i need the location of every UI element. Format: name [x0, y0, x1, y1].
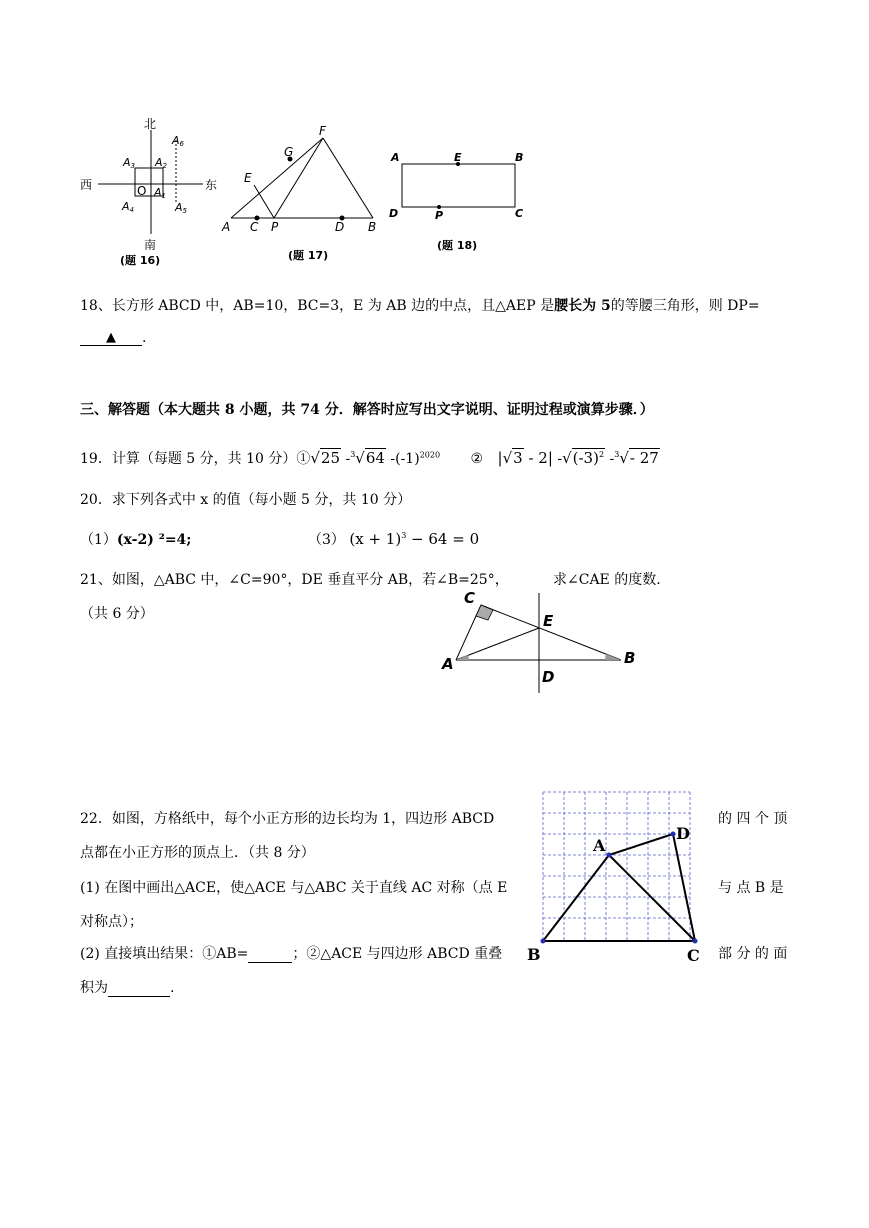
north-label: 北 [144, 117, 157, 131]
right-angle-mark [476, 605, 493, 620]
quadrilateral-abcd [543, 834, 695, 941]
side-fb [323, 138, 373, 218]
figure-22-grid [520, 785, 712, 970]
ab-answer-blank[interactable] [248, 948, 292, 963]
vertex-d [671, 832, 676, 837]
question-21-points: （共 6 分） [80, 606, 154, 622]
question-21: 21、如图，△ABC 中，∠C=90°，DE 垂直平分 AB，若∠B=25°， [80, 572, 509, 588]
label-b: B [624, 649, 636, 667]
label-e: E [244, 171, 252, 185]
label-a: A [391, 151, 400, 164]
label-g: G [284, 145, 294, 159]
question-22-line5: (2) 直接填出结果：①AB= ；②△ACE 与四边形 ABCD 重叠 [80, 946, 503, 962]
question-20-part1: （1）(x-2) ²=4; [80, 532, 192, 548]
label-d: D [335, 220, 345, 234]
label-c: C [687, 946, 700, 965]
label-d: D [542, 668, 555, 686]
question-21-right: 求∠CAE 的度数. [553, 572, 661, 588]
rectangle-abcd [402, 164, 515, 207]
label-a: A [442, 655, 454, 673]
origin-label: O [137, 184, 147, 198]
vertex-b [541, 939, 546, 944]
figure-18 [385, 145, 535, 257]
label-e: E [543, 612, 554, 630]
question-22-line6: 积为 . [80, 980, 175, 996]
label-a1: A1 [154, 186, 166, 200]
label-a6: A6 [172, 134, 184, 148]
question-22-line3: (1) 在图中画出△ACE，使△ACE 与△ABC 关于直线 AC 对称（点 E [80, 880, 508, 896]
angle-b-mark [605, 654, 621, 660]
vertex-a [607, 853, 612, 858]
figure-16 [78, 112, 231, 272]
label-d: D [389, 207, 399, 220]
label-a4: A4 [122, 200, 134, 214]
question-22-line5-right: 部 分 的 面 [718, 946, 788, 962]
grid-lines [543, 792, 690, 941]
east-label: 东 [205, 178, 218, 192]
figure-17 [218, 118, 383, 268]
triangle-placeholder: ▲ [106, 330, 116, 345]
label-f: F [319, 124, 326, 138]
question-22-line3-right: 与 点 B 是 [718, 880, 784, 896]
label-a: A [222, 220, 231, 234]
label-a2: A2 [155, 156, 167, 170]
section-3-title: 三、解答题（本大题共 8 小题，共 74 分．解答时应写出文字说明、证明过程或演算步骤．） [80, 402, 654, 418]
label-c: C [464, 589, 476, 607]
question-20-title: 20．求下列各式中 x 的值（每小题 5 分，共 10 分） [80, 492, 412, 508]
label-p: P [435, 209, 444, 222]
label-p: P [271, 220, 279, 234]
label-a: A [593, 836, 606, 855]
question-18: 18、长方形 ABCD 中，AB=10，BC=3，E 为 AB 边的中点，且△AEP 是腰长为 5的等腰三角形，则 DP= [80, 298, 760, 314]
vertex-c [693, 939, 698, 944]
fig17-caption: (题 17) [288, 249, 329, 262]
label-a3: A3 [123, 156, 135, 170]
answer-blank[interactable] [80, 330, 142, 346]
label-b: B [515, 151, 524, 164]
question-18-answer-line: ▲ . [80, 330, 146, 346]
south-label: 南 [144, 238, 157, 252]
west-label: 西 [80, 178, 93, 192]
figure-21 [438, 585, 648, 697]
question-22-line1-right: 的 四 个 顶 [718, 811, 788, 827]
label-b: B [368, 220, 377, 234]
label-c: C [515, 207, 524, 220]
label-a5: A5 [175, 201, 187, 215]
label-e: E [454, 151, 462, 164]
label-b: B [527, 945, 541, 964]
fig18-caption: (题 18) [437, 239, 478, 252]
question-19: 19．计算（每题 5 分，共 10 分）①√25 -$^3$√64 $-(-1)^{2020}$ ② |√3 - 2| $-√(-3)^2$ -$^3$√- 27 [80, 449, 659, 467]
question-22-line1: 22．如图，方格纸中，每个小正方形的边长均为 1，四边形 ABCD [80, 811, 495, 827]
area-answer-blank[interactable] [108, 982, 170, 997]
segment-pf [274, 138, 323, 218]
question-22-line4: 对称点）； [80, 914, 143, 930]
label-d: D [676, 824, 690, 843]
fig16-caption: (题 16) [120, 254, 161, 267]
question-20-part3: （3） $(x + 1)^3 - 64 = 0$ [308, 530, 480, 548]
question-22-line2: 点都在小正方形的顶点上．（共 8 分） [80, 845, 315, 861]
label-c: C [250, 220, 259, 234]
